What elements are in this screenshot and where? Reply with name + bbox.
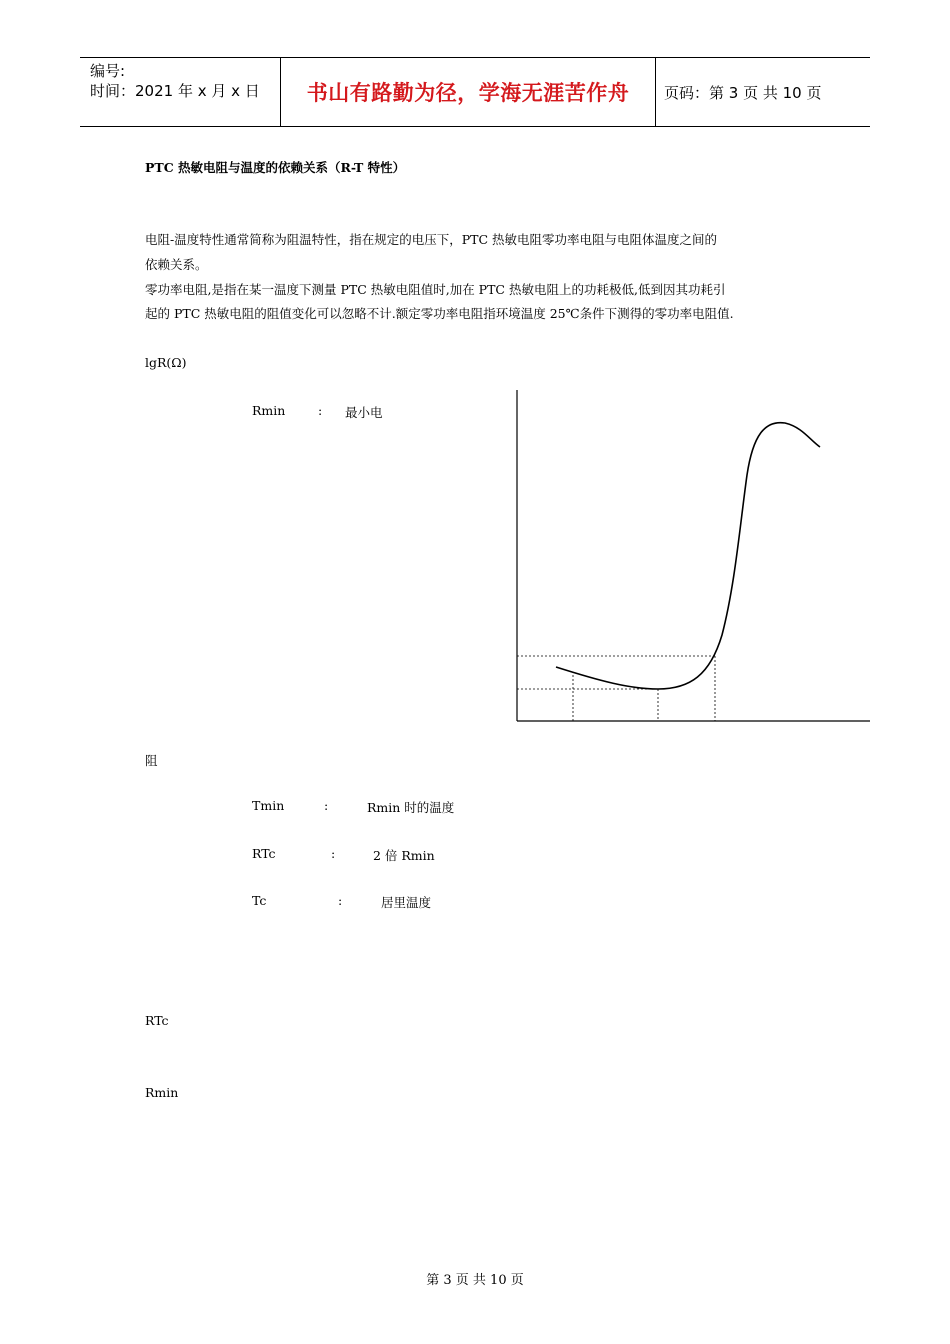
doc-number-label: 编号:	[90, 62, 126, 80]
definition-desc: 2 倍 Rmin	[373, 848, 435, 863]
doc-date-label: 时间：2021 年 x 月 x 日	[90, 82, 260, 100]
definition-sep: :	[331, 846, 336, 861]
rt-characteristic-chart	[490, 385, 872, 725]
definition-term: RTc	[252, 846, 276, 861]
header-page-cell	[655, 58, 870, 126]
page-header	[80, 57, 870, 127]
header-meta	[80, 58, 280, 126]
paragraph-line: 起的 PTC 热敏电阻的阻值变化可以忽略不计.额定零功率电阻指环境温度 25℃条件下测得的零功率电阻值.	[145, 306, 734, 321]
definition-sep: :	[318, 403, 323, 418]
header-motto-cell	[280, 58, 656, 126]
rmin-label: Rmin	[145, 1085, 179, 1100]
definition-term: Tmin	[252, 798, 285, 813]
page-code: 页码：第 3 页 共 10 页	[664, 83, 822, 102]
definition-desc: 最小电	[345, 405, 383, 420]
rt-curve	[556, 423, 820, 689]
page-footer: 第 3 页 共 10 页	[426, 1273, 524, 1288]
paragraph-line: 零功率电阻,是指在某一温度下测量 PTC 热敏电阻值时,加在 PTC 热敏电阻上的功耗极低,低到因其功耗引	[145, 282, 726, 297]
section-title: PTC 热敏电阻与温度的依赖关系（R-T 特性）	[145, 160, 406, 175]
paragraph-line: 电阻-温度特性通常简称为阻温特性，指在规定的电压下，PTC 热敏电阻零功率电阻与电阻体温度之间的	[145, 232, 718, 247]
definition-desc: 居里温度	[381, 895, 432, 910]
paragraph-line: 依赖关系。	[145, 257, 208, 272]
y-axis-label: lgR(Ω)	[145, 355, 187, 370]
definition-term: Tc	[252, 893, 267, 908]
rtc-label: RTc	[145, 1013, 169, 1028]
definition-desc: Rmin 时的温度	[367, 800, 455, 815]
definition-term: Rmin	[252, 403, 286, 418]
definition-sep: :	[324, 798, 329, 813]
motto-text: 书山有路勤为径，学海无涯苦作舟	[306, 81, 630, 105]
y-axis-label-cont: 阻	[145, 753, 158, 768]
definition-sep: :	[338, 893, 343, 908]
